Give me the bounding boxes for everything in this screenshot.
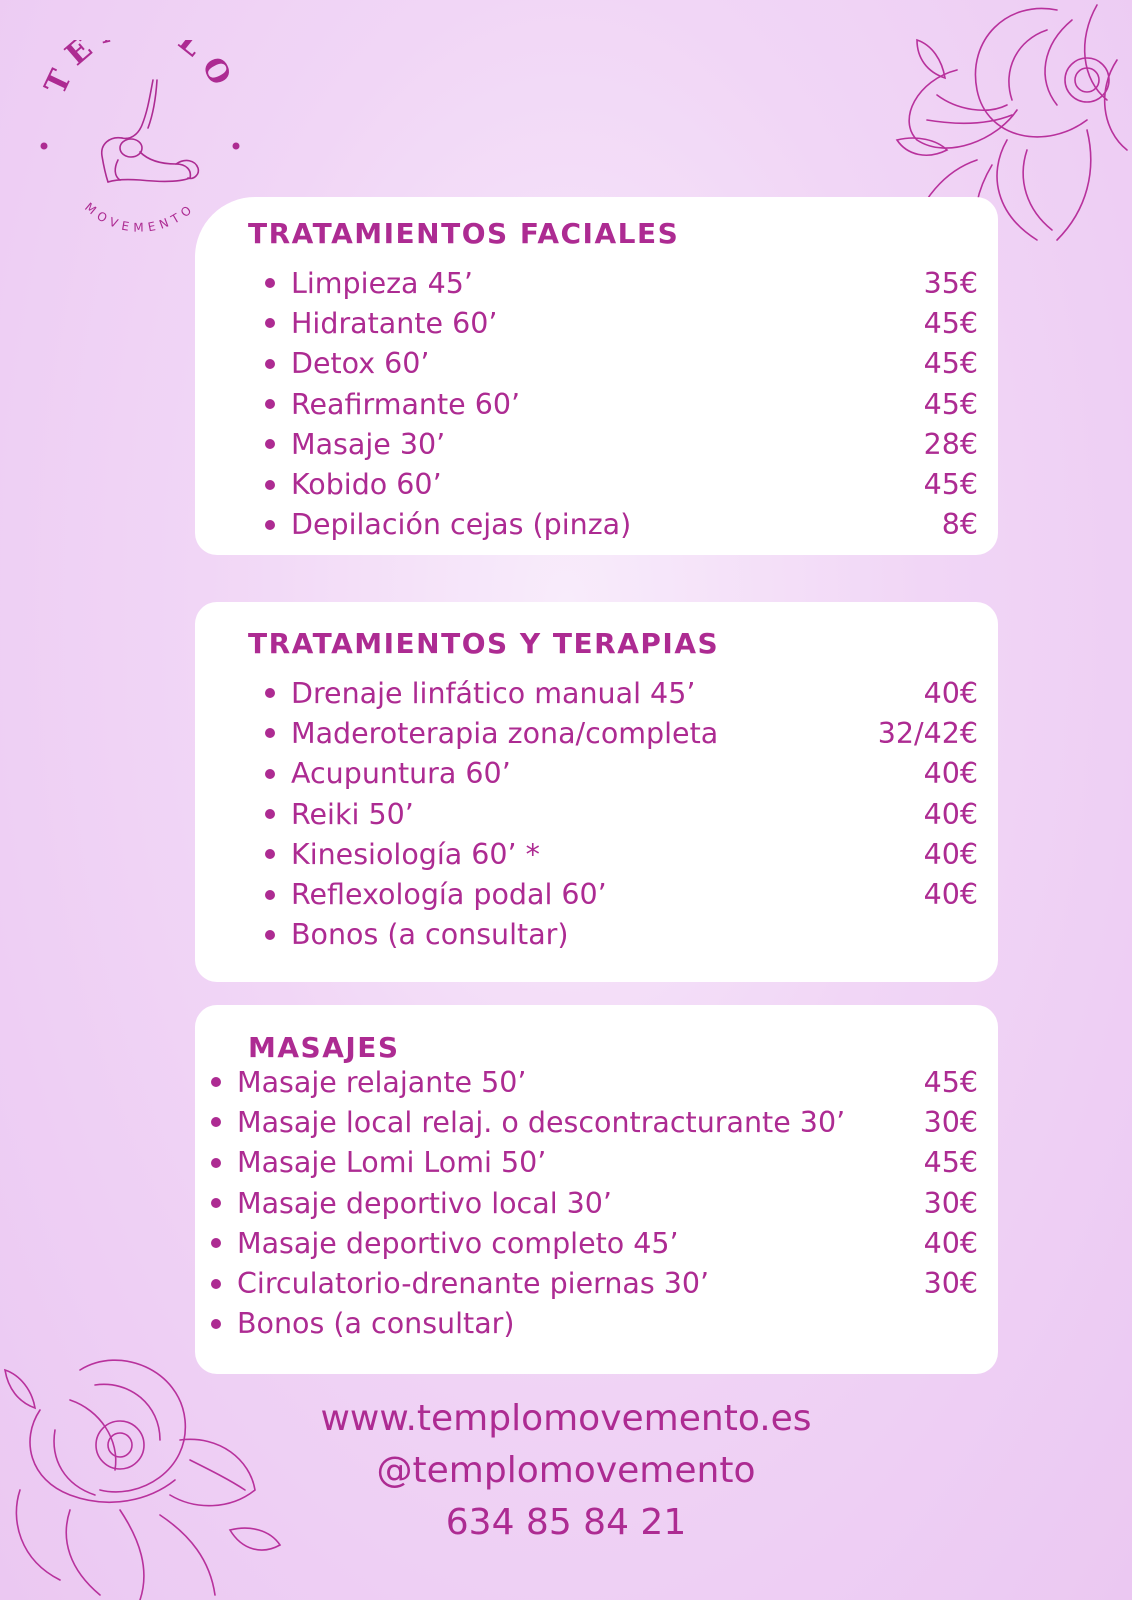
bullet-icon <box>265 930 275 940</box>
list-item <box>211 1183 978 1223</box>
item-label: Reflexología podal 60’ <box>291 878 607 912</box>
item-price: 28€ <box>923 427 978 461</box>
section-title: MASAJES <box>248 1031 400 1064</box>
list-item <box>211 1223 978 1263</box>
bullet-icon <box>265 439 275 449</box>
bullet-icon <box>211 1158 221 1168</box>
social-handle[interactable]: @templomovemento <box>376 1450 756 1491</box>
list-item <box>265 344 978 384</box>
item-price: 45€ <box>923 1065 978 1099</box>
item-label: Reafirmante 60’ <box>291 387 521 421</box>
section-card-masajes <box>195 1005 998 1374</box>
section-card-terapias <box>195 602 998 982</box>
item-price: 35€ <box>923 266 978 300</box>
bullet-icon <box>265 849 275 859</box>
item-price: 30€ <box>923 1267 978 1301</box>
item-label: Masaje relajante 50’ <box>237 1065 527 1099</box>
item-label: Depilación cejas (pinza) <box>291 508 632 542</box>
item-price: 40€ <box>923 878 978 912</box>
contact-block <box>0 1393 1132 1549</box>
bullet-icon <box>265 278 275 288</box>
item-label: Detox 60’ <box>291 347 430 381</box>
item-label: Drenaje linfático manual 45’ <box>291 676 696 710</box>
bullet-icon <box>265 359 275 369</box>
bullet-icon <box>265 809 275 819</box>
item-price: 45€ <box>923 468 978 502</box>
list-item <box>211 1304 978 1344</box>
list-item <box>265 303 978 343</box>
list-item <box>265 794 978 834</box>
item-label: Maderoterapia zona/completa <box>291 716 719 750</box>
section-title: TRATAMIENTOS FACIALES <box>248 217 680 250</box>
item-label: Masaje Lomi Lomi 50’ <box>237 1146 547 1180</box>
item-label: Masaje 30’ <box>291 427 446 461</box>
item-label: Kobido 60’ <box>291 468 442 502</box>
bullet-icon <box>211 1279 221 1289</box>
item-price: 45€ <box>923 387 978 421</box>
section-title: TRATAMIENTOS Y TERAPIAS <box>248 627 720 660</box>
bullet-icon <box>265 688 275 698</box>
list-item <box>265 874 978 914</box>
bullet-icon <box>211 1198 221 1208</box>
bullet-icon <box>265 399 275 409</box>
yoga-figure-icon <box>102 80 199 182</box>
item-label: Masaje deportivo completo 45’ <box>237 1226 679 1260</box>
item-price: 8€ <box>941 508 978 542</box>
item-price: 30€ <box>923 1186 978 1220</box>
item-price: 40€ <box>923 757 978 791</box>
item-label: Masaje deportivo local 30’ <box>237 1186 612 1220</box>
item-price: 40€ <box>923 837 978 871</box>
item-price: 32/42€ <box>877 716 978 750</box>
phone-number[interactable]: 634 85 84 21 <box>445 1502 687 1543</box>
item-label: Hidratante 60’ <box>291 306 498 340</box>
item-label: Circulatorio-drenante piernas 30’ <box>237 1267 710 1301</box>
section-card-faciales <box>195 197 998 555</box>
website-link[interactable]: www.templomovemento.es <box>320 1398 812 1439</box>
item-label: Bonos (a consultar) <box>237 1307 515 1341</box>
svg-text:TEMPLO <box>38 40 242 100</box>
list-item <box>211 1143 978 1183</box>
item-label: Acupuntura 60’ <box>291 757 511 791</box>
bullet-icon <box>265 769 275 779</box>
item-price: 45€ <box>923 306 978 340</box>
list-item <box>265 834 978 874</box>
item-price: 45€ <box>923 1146 978 1180</box>
bullet-icon <box>265 728 275 738</box>
item-label: Kinesiología 60’ * <box>291 837 540 871</box>
list-item <box>211 1102 978 1142</box>
item-label: Limpieza 45’ <box>291 266 473 300</box>
item-price: 40€ <box>923 797 978 831</box>
price-list <box>265 673 978 955</box>
list-item <box>211 1263 978 1303</box>
logo-tagline: MOVEMENTO <box>82 199 198 235</box>
item-price: 30€ <box>923 1105 978 1139</box>
price-list <box>265 263 978 545</box>
logo-brand-name: TE LO <box>38 40 242 100</box>
list-item <box>211 1062 978 1102</box>
list-item <box>265 505 978 545</box>
bullet-icon <box>211 1319 221 1329</box>
bullet-icon <box>265 520 275 530</box>
item-price: 40€ <box>923 676 978 710</box>
item-label: Masaje local relaj. o descontracturante 30’ <box>237 1105 846 1139</box>
bullet-icon <box>265 480 275 490</box>
item-label: Bonos (a consultar) <box>291 918 569 952</box>
bullet-icon <box>211 1238 221 1248</box>
list-item <box>265 673 978 713</box>
price-list <box>211 1062 978 1344</box>
item-label: Reiki 50’ <box>291 797 414 831</box>
list-item <box>265 384 978 424</box>
bullet-icon <box>265 890 275 900</box>
bullet-icon <box>265 318 275 328</box>
list-item <box>265 464 978 504</box>
list-item <box>265 754 978 794</box>
svg-text:MOVEMENTO <box>82 200 198 235</box>
item-price: 45€ <box>923 347 978 381</box>
bullet-icon <box>211 1077 221 1087</box>
list-item <box>265 424 978 464</box>
list-item <box>265 713 978 753</box>
list-item <box>265 915 978 955</box>
item-price: 40€ <box>923 1226 978 1260</box>
bullet-icon <box>211 1117 221 1127</box>
list-item <box>265 263 978 303</box>
